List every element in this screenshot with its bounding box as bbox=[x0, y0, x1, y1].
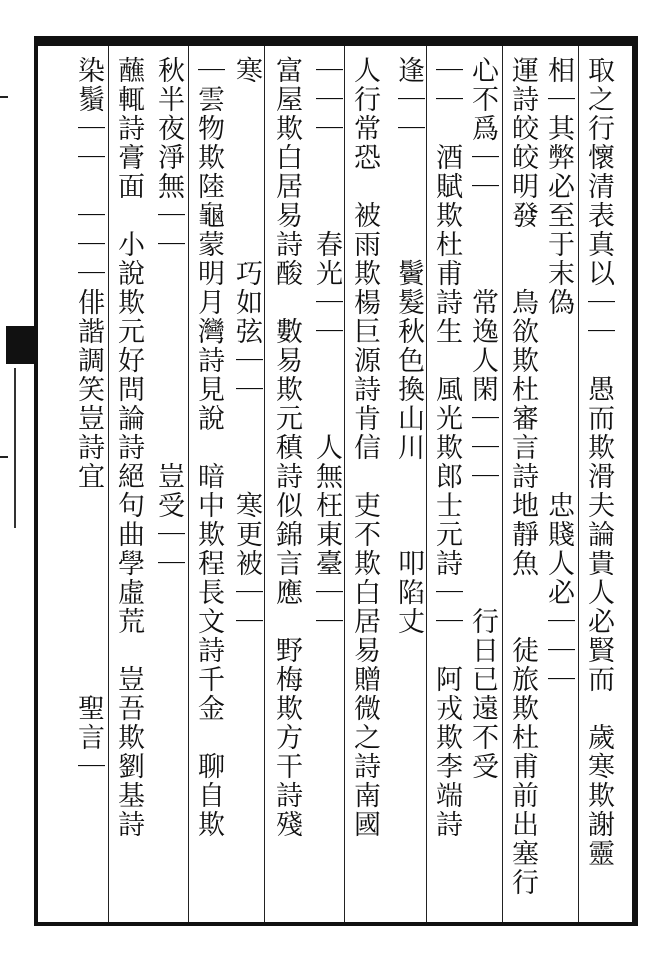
column-text: ｜｜ 酒賦欺杜甫詩生 風光欺郎士元詩｜｜ 阿戎欺李端詩 bbox=[431, 56, 462, 839]
binding-tick bbox=[0, 456, 8, 458]
binding-band bbox=[6, 326, 34, 364]
column-text: 人行常恐 被雨欺楊巨源詩肯信 吏不欺白居易贈微之詩南國 bbox=[349, 56, 380, 839]
column-text: 秋半夜淨無｜｜ 豈受｜｜ bbox=[153, 56, 184, 578]
column-text: 運詩皎皎明發 鳥欲欺杜審言詩地靜魚 徒旅欺杜甫前出塞行 bbox=[507, 56, 538, 897]
binding-strip bbox=[0, 36, 34, 926]
column-text: 富屋欺白居易詩酸 數易欺元稹詩似錦言應 野梅欺方干詩殘 bbox=[271, 56, 302, 839]
frame-bottom-border bbox=[38, 922, 638, 926]
frame-left-border bbox=[34, 36, 38, 926]
column-text: 心不爲｜｜ 常逸人閑｜｜｜ 行日已遠不受 bbox=[467, 56, 498, 781]
column-text: ｜｜｜ 春光｜｜ 人無枉東臺｜｜ bbox=[311, 56, 342, 636]
binding-edge bbox=[14, 368, 34, 528]
column-text: 逢｜｜ 鬢髮秋色換山川 叩陷丈 bbox=[393, 56, 424, 636]
frame-top-border bbox=[38, 36, 638, 46]
binding-tick bbox=[0, 96, 8, 98]
text-column bbox=[70, 56, 122, 920]
column-text: ｜雲物欺陸龜蒙明月灣詩見說 暗中欺程長文詩千金 聊自欺 bbox=[193, 56, 224, 839]
column-text: 取之行懷清表真以｜｜ 愚而欺滑夫論貴人必賢而 歲寒欺謝靈 bbox=[583, 56, 614, 868]
column-text: 寒 巧如弦｜｜ 寒更被｜｜ bbox=[231, 56, 262, 636]
column-text: 染鬚｜｜ ｜｜｜俳諧調笑豈詩宜 聖言｜ bbox=[73, 56, 104, 781]
column-text: 蘸輒詩膏面 小說欺元好問論詩絕句曲學虛荒 豈吾欺劉基詩 bbox=[113, 56, 144, 839]
column-text: 相｜其弊必至于末偽 忠賤人必｜｜｜ bbox=[543, 56, 574, 694]
frame-right-border bbox=[632, 36, 638, 926]
